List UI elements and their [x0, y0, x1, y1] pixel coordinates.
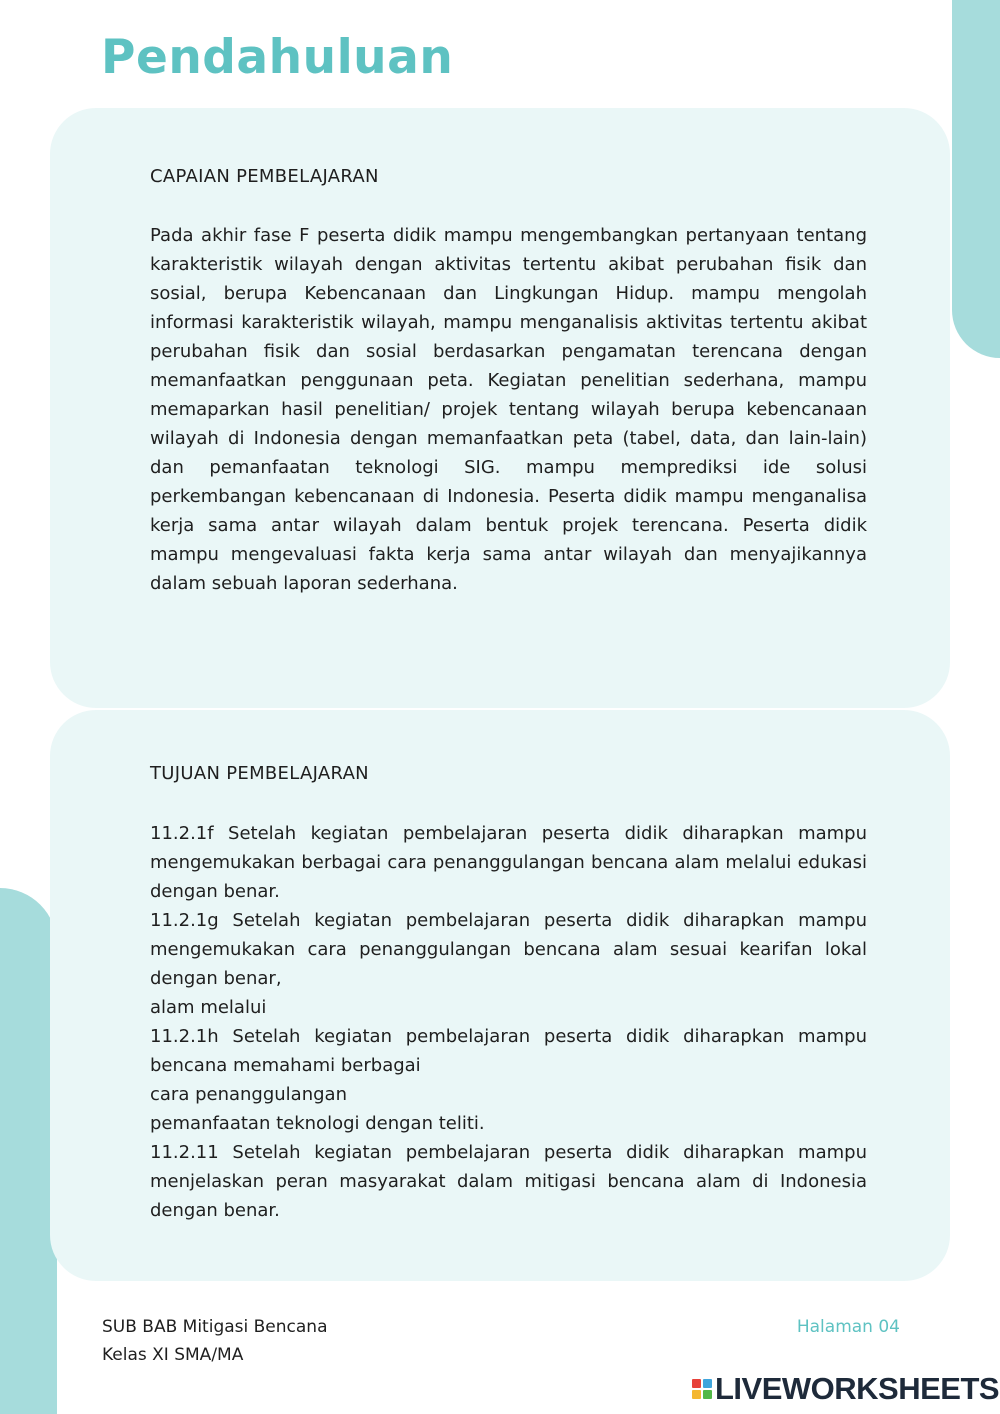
tujuan-heading: TUJUAN PEMBELAJARAN [150, 763, 369, 784]
capaian-heading: CAPAIAN PEMBELAJARAN [150, 166, 379, 187]
tujuan-list [150, 819, 867, 1225]
tujuan-item: cara penanggulangan [150, 1084, 347, 1105]
liveworksheets-logo-icon [692, 1379, 712, 1399]
tujuan-item: 11.2.1h Setelah kegiatan pembelajaran peserta didik diharapkan mampu bencana memahami berbagai [150, 1026, 867, 1076]
capaian-paragraph: Pada akhir fase F peserta didik mampu mengembangkan pertanyaan tentang karakteristik wilayah dengan aktivitas tertentu akibat perubahan fisik dan sosial, berupa Kebencanaan dan Lingkungan Hidup. mampu mengolah informasi karakteristik wilayah, mampu menganalisis aktivitas tertentu akibat perubahan fisik dan sosial berdasarkan pengamatan terencana dengan memanfaatkan penggunaan peta. Kegiatan penelitian sederhana, mampu memaparkan hasil penelitian/ projek tentang wilayah berupa kebencanaan wilayah di Indonesia dengan memanfaatkan peta (tabel, data, dan lain-lain) dan pemanfaatan teknologi SIG. mampu memprediksi ide solusi perkembangan kebencanaan di Indonesia. Peserta didik mampu menganalisa kerja sama antar wilayah dalam bentuk projek terencana. Peserta didik mampu mengevaluasi fakta kerja sama antar wilayah dan menyajikannya dalam sebuah laporan sederhana. [150, 225, 867, 594]
tujuan-item: 11.2.1f Setelah kegiatan pembelajaran peserta didik diharapkan mampu mengemukakan berbagai cara penanggulangan bencana alam melalui edukasi dengan benar. [150, 823, 867, 902]
tujuan-item: pemanfaatan teknologi dengan teliti. [150, 1113, 485, 1134]
liveworksheets-wordmark: LIVEWORKSHEETS [715, 1371, 1000, 1406]
footer-grade: Kelas XI SMA/MA [102, 1345, 244, 1365]
logo-square-green [703, 1390, 712, 1399]
logo-square-yellow [692, 1390, 701, 1399]
liveworksheets-logo[interactable] [692, 1372, 999, 1406]
tujuan-item: alam melalui [150, 997, 267, 1018]
logo-square-red [692, 1379, 701, 1388]
page-title: Pendahuluan [101, 30, 454, 85]
decor-bar-bottom-left [0, 888, 57, 1414]
tujuan-item: 11.2.1g Setelah kegiatan pembelajaran peserta didik diharapkan mampu mengemukakan cara penanggulangan bencana alam sesuai kearifan lokal dengan benar, [150, 910, 867, 989]
tujuan-item: 11.2.11 Setelah kegiatan pembelajaran peserta didik diharapkan mampu menjelaskan peran masyarakat dalam mitigasi bencana alam di Indonesia dengan benar. [150, 1142, 867, 1221]
decor-corner-top-right [952, 0, 1000, 358]
footer-subject: SUB BAB Mitigasi Bencana [102, 1317, 328, 1337]
footer-info [102, 1313, 327, 1369]
logo-square-blue [703, 1379, 712, 1388]
page-number: Halaman 04 [796, 1317, 900, 1337]
